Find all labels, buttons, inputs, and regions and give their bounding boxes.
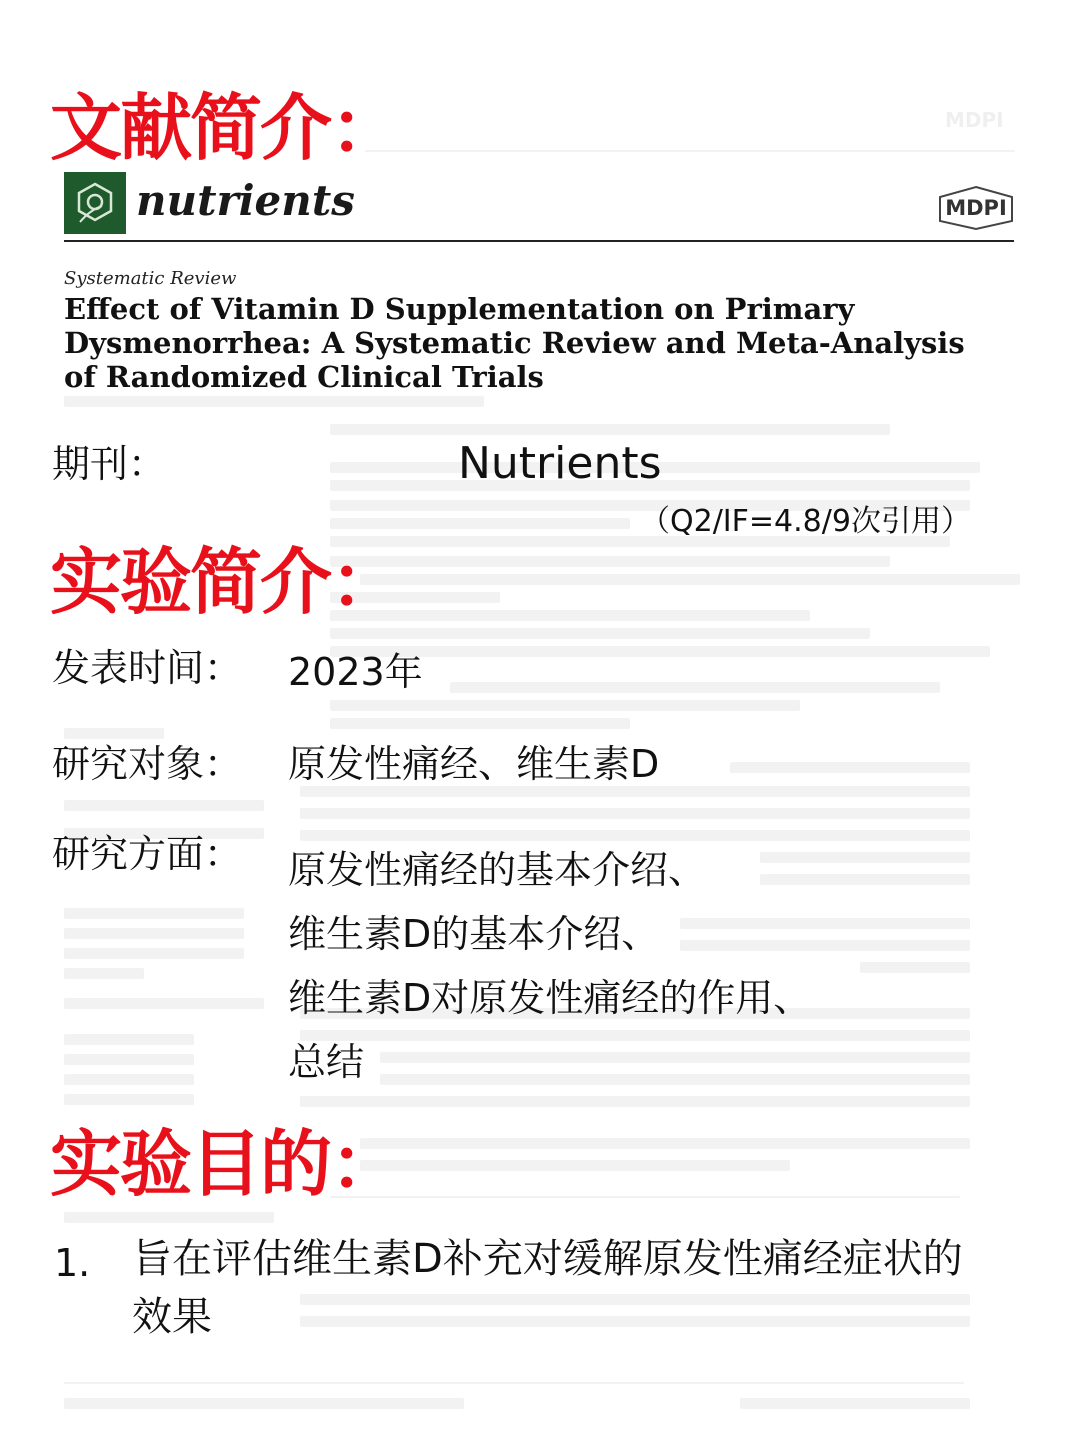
published-value: 2023年 <box>288 650 423 694</box>
article-type: Systematic Review <box>64 268 237 289</box>
published-label: 发表时间： <box>52 646 243 690</box>
article-title: Effect of Vitamin D Supplementation on Primary Dysmenorrhea: A Systematic Review and Meta-Analysis of Randomized Clinical Trials <box>64 292 965 394</box>
mdpi-logo-text: MDPI <box>945 196 1007 220</box>
aspects-label: 研究方面： <box>52 832 243 876</box>
journal-value: Nutrients <box>458 438 662 489</box>
subject-value: 原发性痛经、维生素D <box>288 742 660 786</box>
mdpi-logo <box>938 185 1014 231</box>
aspect-item: 原发性痛经的基本介绍、 <box>288 848 707 892</box>
header-divider <box>64 240 1014 242</box>
purpose-text: 旨在评估维生素D补充对缓解原发性痛经症状的效果 <box>132 1236 963 1340</box>
literature-intro-heading: 文献简介： <box>50 86 401 170</box>
journal-name-logo-text: nutrients <box>136 176 355 225</box>
experiment-intro-heading: 实验简介： <box>50 540 401 624</box>
experiment-purpose-heading: 实验目的： <box>50 1122 401 1206</box>
aspect-item: 总结 <box>288 1040 365 1084</box>
mdpi-watermark-ghost: MDPI <box>945 108 1004 132</box>
subject-label: 研究对象： <box>52 742 243 786</box>
aspect-item: 维生素D的基本介绍、 <box>288 912 660 956</box>
nutrients-logo-icon <box>72 180 118 226</box>
purpose-number: 1. <box>54 1241 91 1285</box>
journal-logo <box>64 172 126 234</box>
journal-label: 期刊： <box>52 442 167 486</box>
aspects-list <box>288 838 811 1094</box>
aspect-item: 维生素D对原发性痛经的作用、 <box>288 976 812 1020</box>
journal-metric: （Q2/IF=4.8/9次引用） <box>640 504 971 539</box>
